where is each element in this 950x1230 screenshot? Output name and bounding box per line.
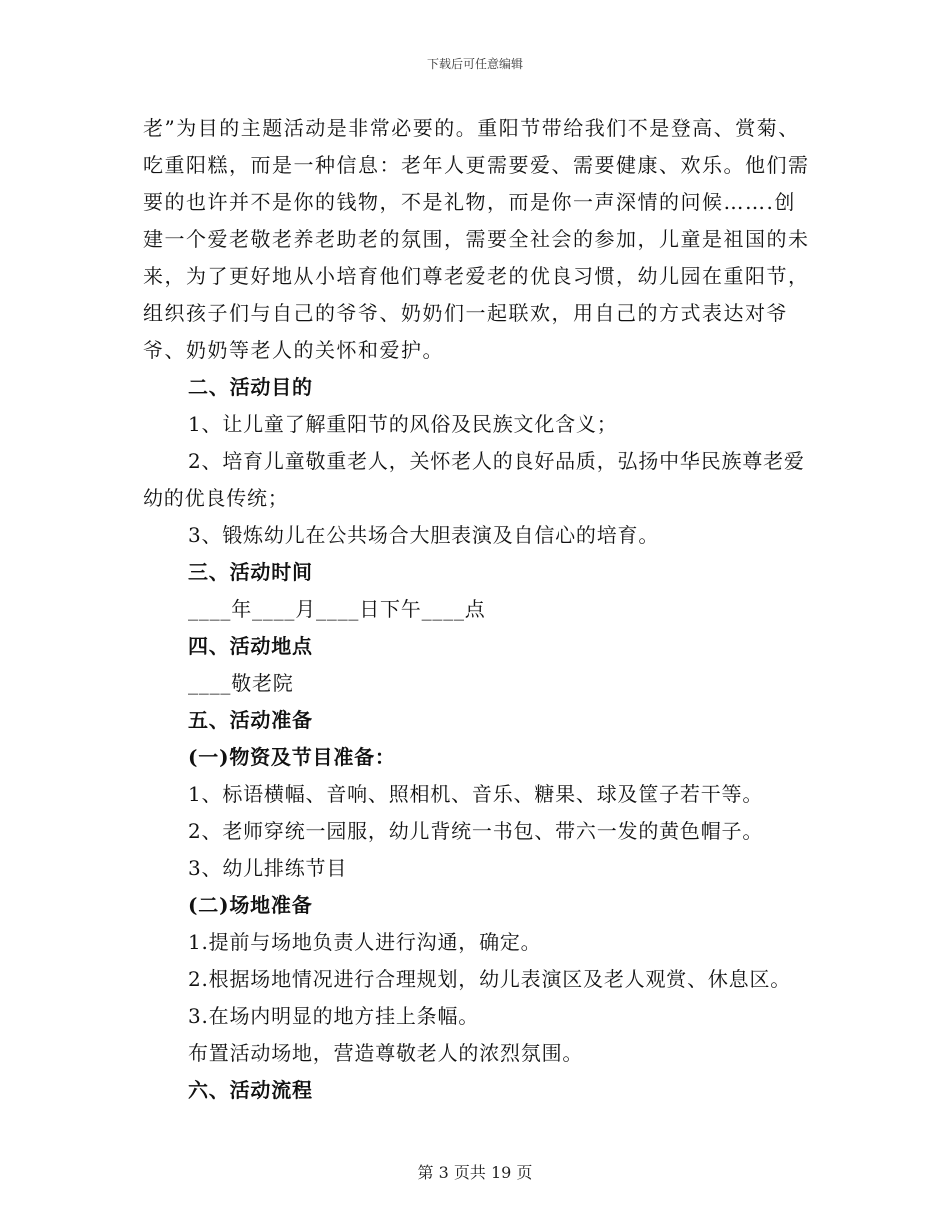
activity-time: ____年____月____日下午____点 (188, 597, 486, 621)
subheading-venue: (二)场地准备 (188, 893, 313, 917)
site-item-4: 布置活动场地，营造尊敬老人的浓烈氛围。 (188, 1041, 584, 1065)
header-note: 下载后可任意编辑 (426, 57, 523, 71)
prep-item-3: 3、幼儿排练节目 (188, 856, 348, 880)
subheading-materials: (一)物资及节目准备： (188, 745, 396, 769)
prep-item-1: 1、标语横幅、音响、照相机、音乐、糖果、球及筐子若干等。 (188, 782, 764, 806)
activity-place: ____敬老院 (188, 671, 294, 695)
intro-paragraph: 老”为目的主题活动是非常必要的。重阳节带给我们不是登高、赏菊、吃重阳糕，而是一种信息：老年人更需要爱、需要健康、欢乐。他们需要的也许并不是你的钱物，不是礼物，而是你一声深情的问候…….创建一个爱老敬老养老助老的氛围，需要全社会的参加，儿童是祖国的未来，为了更好地从小培育他们尊老爱老的优良习惯，幼儿园在重阳节，组织孩子们与自己的爷爷、奶奶们一起联欢，用自己的方式表达对爷爷、奶奶等老人的关怀和爱护。 (143, 116, 810, 362)
site-item-3: 3.在场内明显的地方挂上条幅。 (188, 1004, 480, 1028)
site-item-2: 2.根据场地情况进行合理规划，幼儿表演区及老人观赏、休息区。 (188, 967, 792, 991)
goal-item-3: 3、锻炼幼儿在公共场合大胆表演及自信心的培育。 (188, 523, 660, 547)
heading-activity-preparation: 五、活动准备 (188, 708, 313, 732)
page-number: 第 3 页共 19 页 (417, 1163, 533, 1182)
site-item-1: 1.提前与场地负责人进行沟通，确定。 (188, 930, 542, 954)
document-body (143, 110, 811, 1109)
goal-item-2: 2、培育儿童敬重老人，关怀老人的良好品质，弘扬中华民族尊老爱幼的优良传统； (143, 449, 805, 510)
goal-item-1: 1、让儿童了解重阳节的风俗及民族文化含义； (188, 412, 618, 436)
heading-activity-time: 三、活动时间 (188, 560, 313, 584)
heading-activity-purpose: 二、活动目的 (188, 375, 313, 399)
prep-item-2: 2、老师穿统一园服，幼儿背统一书包、带六一发的黄色帽子。 (188, 819, 764, 843)
heading-activity-process: 六、活动流程 (188, 1078, 313, 1102)
heading-activity-place: 四、活动地点 (188, 634, 313, 658)
